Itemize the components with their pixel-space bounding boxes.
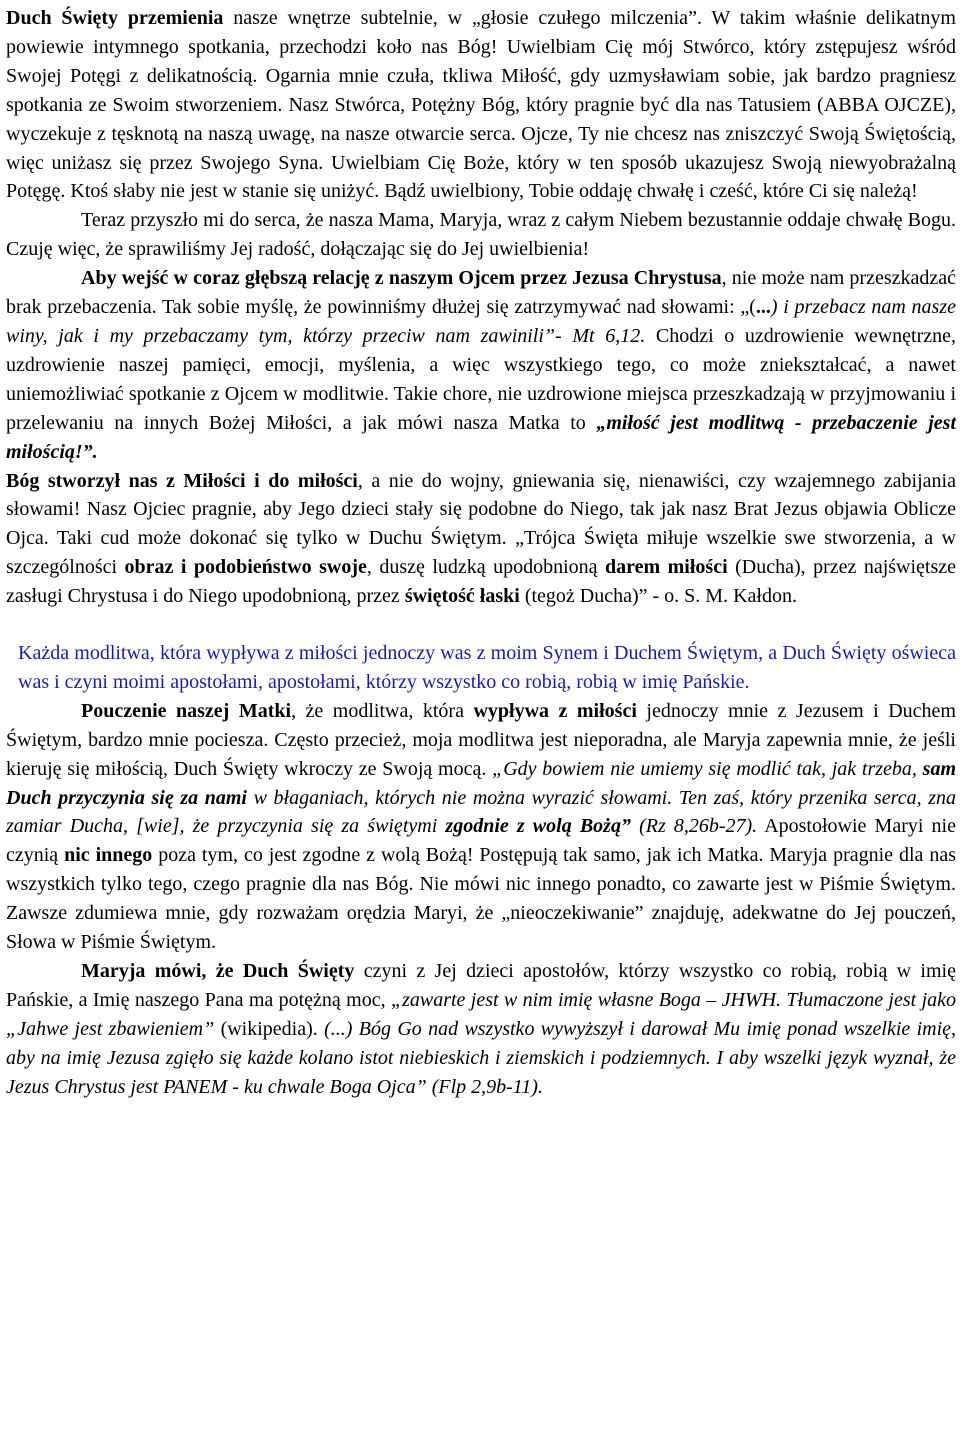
text-run: „zawarte jest w nim imię własne Boga – JHWH. Tłumaczone jest jako „Jahwe jest zbawieniem”	[6, 988, 956, 1040]
spacer	[6, 611, 956, 639]
text-run: świętość łaski	[404, 585, 520, 608]
text-run: , że modlitwa, która	[291, 699, 474, 722]
text-run: wypływa z miłości	[473, 699, 637, 722]
text-run: w błaganiach, których nie można wyrazić słowami. Ten zaś, który przenika serca, zna zamiar Ducha, [wie], że przyczynia się za świętymi	[6, 786, 957, 838]
text-run: „miłość jest modlitwą - przebaczenie jest miłością!”.	[6, 411, 957, 463]
paragraph-mother-praise	[6, 206, 956, 264]
text-run: Aby wejść w coraz głębszą relację z naszym Ojcem przez Jezusa Chrystusa	[81, 267, 722, 290]
paragraph-mary-says	[6, 957, 956, 1102]
text-run: , a nie do wojny, gniewania się, nienawiści, czy wzajemnego zabijania słowami! Nasz Ojciec pragnie, aby Jego dzieci stały się podobne do Niego, tak jak nasz Brat Jezus objawia Oblicze Ojca. Taki cud może dokonać się tylko w Duchu Świętym. „Trójca Święta miłuje wszelkie swe stworzenia, a w szczególności	[6, 469, 956, 579]
text-run: „Gdy bowiem nie umiemy się modlić tak, jak trzeba,	[492, 757, 923, 780]
text-run: Apostołowie Maryi nie czynią	[6, 815, 956, 867]
text-run: (tegoż Ducha)” - o. S. M. Kałdon.	[519, 585, 797, 608]
message-quote	[6, 639, 956, 697]
text-run: nasze wnętrze subtelnie, w „głosie czułego milczenia”. W takim właśnie delikatnym powiewie intymnego spotkania, przechodzi koło nas Bóg! Uwielbiam Cię mój Stwórco, który zstępujesz wśród Swojej Potęgi z delikatnością. Ogarnia mnie czuła, tkliwa Miłość, gdy uzmysławiam sobie, jak bardzo pragniesz spotkania ze Swoim stworzeniem. Nasz Stwórca, Potężny Bóg, który pragnie być dla nas Tatusiem (ABBA OJCZE), wyczekuje z tęsknotą na naszą uwagę, na nasze otwarcie serca. Ojcze, Ty nie chcesz nas zniszczyć Swoją Świętością, więc uniżasz się przez Swojego Syna. Uwielbiam Cię Boże, który w ten sposób ukazujesz Swoją niewyobrażalną Potęgę. Ktoś słaby nie jest w stanie się uniżyć. Bądź uwielbiony, Tobie oddaję chwałę i cześć, które Ci się należą!	[6, 7, 956, 203]
text-run: ) i przebacz nam nasze winy, jak i my przebaczamy tym, którzy przeciw nam zawinili”- Mt 6,12.	[6, 296, 956, 347]
text-run: jednoczy mnie z Jezusem i Duchem Świętym, bardzo mnie pociesza. Często przecież, moja modlitwa jest nieporadna, ale Maryja zapewnia mnie, że jeśli kieruję się miłością, Duch Święty wkroczy ze Swoją mocą.	[6, 699, 956, 780]
text-run: ...	[755, 296, 771, 319]
text-run: poza tym, co jest zgodne z wolą Bożą! Postępują tak samo, jak ich Matka. Maryja pragnie dla nas wszystkich tylko tego, czego pragnie dla nas Bóg. Nie mówi nic innego ponadto, co zawarte jest w Piśmie Świętym. Zawsze zdumiewa mnie, gdy rozważam orędzia Maryi, że „nieoczekiwanie” znajduję, adekwatne do Jej pouczeń, Słowa w Piśmie Świętym.	[6, 844, 956, 954]
text-run: Pouczenie naszej Matki	[81, 699, 292, 722]
paragraph-created-from-love	[6, 467, 956, 612]
text-run: darem miłości	[605, 556, 728, 579]
text-run: Każda modlitwa, która wypływa z miłości jednoczy was z moim Synem i Duchem Świętym, a Duch Święty oświeca was i czyni moimi apostołami, apostołami, którzy wszystko co robią, robią w imię Pańskie.	[18, 642, 956, 693]
text-run: (Rz 8,26b-27).	[630, 815, 758, 838]
text-run: obraz i podobieństwo swoje	[124, 556, 367, 579]
text-run: Teraz przyszło mi do serca, że nasza Mama, Maryja, wraz z całym Niebem bezustannie oddaje chwałę Bogu. Czuję więc, że sprawiliśmy Jej radość, dołączając się do Jej uwielbienia!	[6, 209, 956, 261]
text-run: zgodnie z wolą Bożą”	[445, 815, 631, 838]
text-run: Duch Święty przemienia	[6, 7, 224, 29]
text-run: Chodzi o uzdrowienie wewnętrzne, uzdrowienie naszej pamięci, emocji, myślenia, a więc wszystkiego tego, co może zniekształcać, a nawet uniemożliwiać spotkanie z Ojcem w modlitwie. Takie chore, nie uzdrowione miejsca przeszkadzają w przyjmowaniu i przelewaniu na innych Bożej Miłości, a jak mówi nasza Matka to	[6, 324, 957, 434]
paragraph-mothers-teaching	[6, 697, 956, 957]
paragraph-forgiveness	[6, 264, 956, 466]
text-run: (Ducha), przez najświętsze zasługi Chrystusa i do Niego upodobnioną, przez	[6, 556, 957, 608]
text-run: , duszę ludzką upodobnioną	[366, 556, 606, 579]
text-run: (wikipedia).	[214, 1017, 325, 1040]
document-body	[6, 4, 956, 1102]
text-run: Bóg stworzył nas z Miłości i do miłości	[6, 469, 358, 492]
text-run: (...) Bóg Go nad wszystko wywyższył i darował Mu imię ponad wszelkie imię, aby na imię Jezusa zgięło się każde kolano istot niebieskich i ziemskich i podziemnych. I aby wszelki język wyznał, że Jezus Chrystus jest PANEM - ku chwale Boga Ojca” (Flp 2,9b-11).	[6, 1017, 957, 1098]
text-run: Maryja mówi, że Duch Święty	[81, 960, 355, 982]
text-run: nic innego	[64, 844, 153, 867]
paragraph-holy-spirit-transforms	[6, 4, 956, 206]
text-run: , nie może nam przeszkadzać brak przebaczenia. Tak sobie myślę, że powinniśmy dłużej się zatrzymywać nad słowami: „(	[6, 267, 956, 319]
text-run: sam Duch przyczynia się za nami	[6, 757, 956, 809]
text-run: czyni z Jej dzieci apostołów, którzy wszystko co robią, robią w imię Pańskie, a Imię naszego Pana ma potężną moc,	[6, 960, 956, 1011]
